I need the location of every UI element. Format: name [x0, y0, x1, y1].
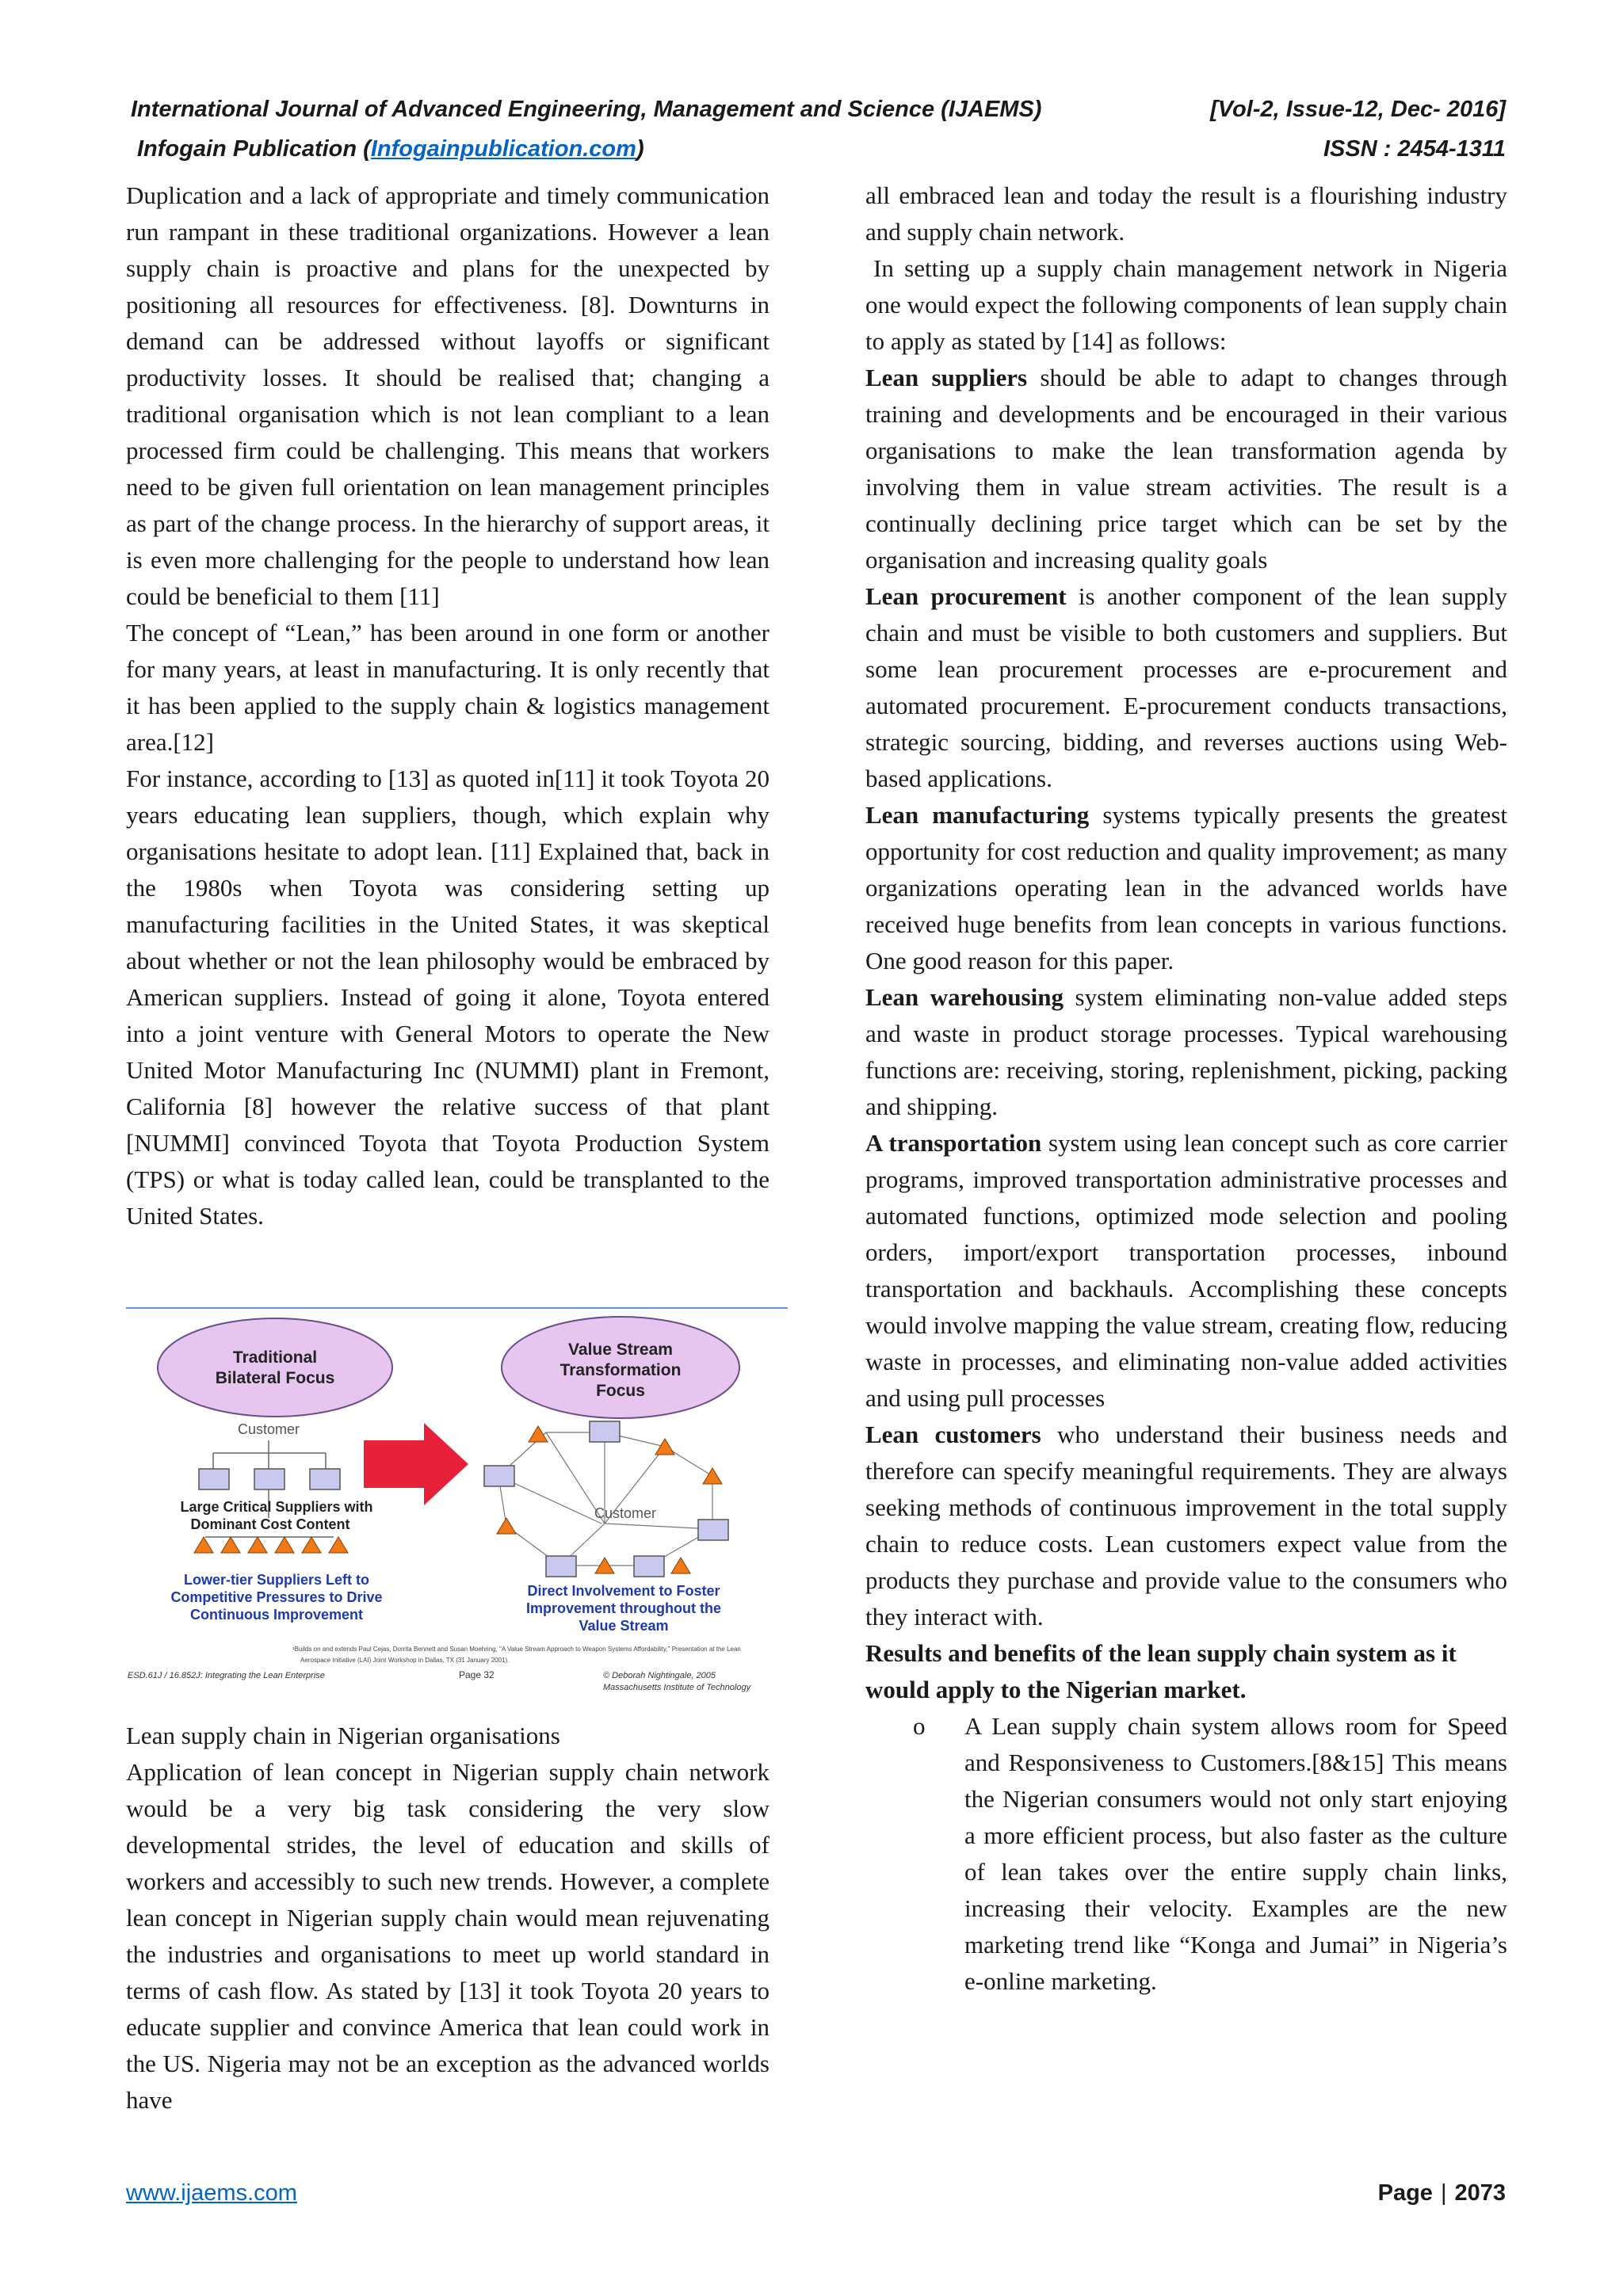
section-heading: Lean supply chain in Nigerian organisations — [126, 1722, 560, 1749]
right-title-line1: Value Stream — [568, 1341, 673, 1359]
figure-page: Page 32 — [459, 1669, 495, 1680]
right-customer-label: Customer — [594, 1505, 657, 1521]
left-label-line1: Large Critical Suppliers with — [180, 1499, 373, 1515]
left-title-line2: Bilateral Focus — [215, 1369, 335, 1387]
network-node — [634, 1556, 664, 1577]
lean-procurement-paragraph — [865, 578, 1507, 797]
paragraph: For instance, according to [13] as quoted in[11] it took Toyota 20 years educating lean suppliers, though, which explain why organisations hesitate to adopt lean. [11] Explained that, back in the 1980s when Toyota was considering setting up manufacturing facilities in the United States, it was skeptical about whether or not the lean philosophy would be embraced by American suppliers. Instead of going it alone, Toyota entered into a joint venture with General Motors to operate the New United Motor Manufacturing Inc (NUMMI) plant in Fremont, California [8] however the relative success of that plant [NUMMI] convinced Toyota that Toyota Production System (TPS) or what is today called lean, could be transplanted to the United States. — [126, 765, 769, 1230]
right-title-line3: Focus — [596, 1382, 645, 1400]
paragraph: all embraced lean and today the result is a flourishing industry and supply chain network. — [865, 181, 1507, 246]
term: Lean customers — [865, 1421, 1041, 1448]
page-label: Page — [1377, 2180, 1433, 2206]
figure-divider — [126, 1307, 788, 1309]
publisher-prefix: Infogain Publication ( — [137, 136, 371, 162]
right-bottom-line1: Direct Involvement to Foster — [527, 1583, 720, 1599]
paragraph: Application of lean concept in Nigerian supply chain network would be a very big task considering the very slow developmental strides, the level of education and skills of workers and accessibly to such new trends. However, a complete lean concept in Nigerian supply chain would mean rejuvenating the industries and organisations to meet up world standard in terms of cash flow. As stated by [13] it took Toyota 20 years to educate supplier and convince America that lean could work in the US. Nigeria may not be an exception as the advanced worlds have — [126, 1758, 769, 2114]
right-bottom-line3: Value Stream — [579, 1618, 669, 1634]
issn: ISSN : 2454-1311 — [1323, 136, 1506, 162]
bullet-text: A Lean supply chain system allows room for Speed and Responsiveness to Customers.[8&15] This means the Nigerian consumers would not only start enjoying a more efficient process, but also faster as the culture of lean takes over the entire supply chain links, increasing their velocity. Examples are the new marketing trend like “Konga and Jumai” in Nigeria’s e-online marketing. — [964, 1712, 1507, 1995]
network-node — [546, 1556, 576, 1577]
figure-footnote-1: ¹Builds on and extends Paul Cejas, Dorrita Bennett and Susan Moehring, "A Value Stream Approach to Weapon Systems Affordability," Presentation at the Lean — [292, 1646, 741, 1653]
definition: should be able to adapt to changes through training and developments and be encouraged in their various organisations to make the lean transformation agenda by involving them in value stream activities. The result is a continually declining price target which can be set by the organisation and increasing quality goals — [865, 364, 1507, 574]
lean-supply-chain-figure — [126, 1314, 785, 1708]
right-title-line2: Transformation — [559, 1361, 682, 1379]
lean-suppliers-paragraph — [865, 360, 1507, 578]
transportation-paragraph — [865, 1125, 1507, 1417]
results-heading: Results and benefits of the lean supply chain system as it would apply to the Nigerian market. — [865, 1639, 1457, 1703]
page-separator: | — [1440, 2180, 1447, 2206]
left-column-bottom — [126, 1718, 769, 2119]
page-number: 2073 — [1454, 2180, 1506, 2206]
website-link[interactable]: www.ijaems.com — [126, 2180, 297, 2206]
bullet-mark: o — [913, 1712, 926, 1740]
publisher-link[interactable]: Infogainpublication.com — [370, 136, 636, 162]
publisher-suffix: ) — [636, 136, 644, 162]
paragraph: Duplication and a lack of appropriate and timely communication run rampant in these traditional organizations. However a lean supply chain is proactive and plans for the unexpected by positioning all resources for effectiveness. [8]. Downturns in demand can be addressed without layoffs or significant productivity losses. It should be realised that; changing a traditional organisation which is not lean compliant to a lean processed firm could be challenging. This means that workers need to be given full orientation on lean management principles as part of the change process. In the hierarchy of support areas, it is even more challenging for the people to understand how lean could be beneficial to them [11] — [126, 181, 769, 610]
paragraph: The concept of “Lean,” has been around in one form or another for many years, at least in manufacturing. It is only recently that it has been applied to the supply chain & logistics management area.[12] — [126, 619, 769, 756]
definition: system using lean concept such as core carrier programs, improved transportation administrative processes and automated functions, optimized mode selection and pooling orders, import/export transportation processes, inbound transportation and backhauls. Accomplishing these concepts would involve mapping the value stream, creating flow, reducing waste in processes, and eliminating non-value added activities and using pull processes — [865, 1129, 1507, 1412]
term: A transportation — [865, 1129, 1042, 1157]
network-node — [484, 1466, 514, 1486]
footer-right — [1378, 2180, 1506, 2206]
left-title-line1: Traditional — [232, 1348, 318, 1367]
left-bottom-line1: Lower-tier Suppliers Left to — [183, 1572, 370, 1588]
right-bottom-line2: Improvement throughout the — [526, 1600, 721, 1616]
supplier-box — [199, 1469, 229, 1489]
figure-copyright-2: Massachusetts Institute of Technology — [603, 1683, 751, 1692]
publisher — [137, 136, 644, 162]
left-column — [126, 177, 769, 1234]
figure-copyright-1: © Deborah Nightingale, 2005 — [603, 1671, 716, 1680]
left-ellipse — [158, 1318, 392, 1417]
term: Lean manufacturing — [865, 801, 1090, 829]
network-node — [698, 1520, 728, 1540]
figure-diagram — [126, 1314, 785, 1708]
term: Lean procurement — [865, 582, 1067, 610]
supplier-box — [254, 1469, 285, 1489]
definition: system eliminating non-value added steps and waste in product storage processes. Typical warehousing functions are: receiving, storing, replenishment, picking, packing and shipping. — [865, 983, 1508, 1120]
term: Lean warehousing — [865, 983, 1064, 1011]
lean-warehousing-paragraph — [865, 979, 1507, 1125]
left-customer-label: Customer — [237, 1421, 300, 1437]
bullet-item — [865, 1708, 1507, 2000]
journal-title: International Journal of Advanced Engineering, Management and Science (IJAEMS) — [131, 97, 1042, 122]
left-bottom-line3: Continuous Improvement — [189, 1607, 364, 1623]
volume-info: [Vol-2, Issue-12, Dec- 2016] — [1210, 97, 1506, 122]
right-column — [865, 177, 1507, 2000]
term: Lean suppliers — [865, 364, 1028, 391]
network-node — [590, 1421, 620, 1442]
definition: systems typically presents the greatest opportunity for cost reduction and quality improvement; as many organizations operating lean in the advanced worlds have received huge benefits from lean concepts in various functions. One good reason for this paper. — [865, 801, 1507, 974]
supplier-box — [310, 1469, 340, 1489]
left-label-line2: Dominant Cost Content — [190, 1516, 350, 1532]
lean-manufacturing-paragraph — [865, 797, 1507, 979]
lean-customers-paragraph — [865, 1417, 1507, 1635]
definition: is another component of the lean supply chain and must be visible to both customers and suppliers. But some lean procurement processes are e-procurement and automated procurement. E-procurement conducts transactions, strategic sourcing, bidding, and reverses auctions using Web-based applications. — [865, 582, 1507, 792]
figure-course: ESD.61J / 16.852J: Integrating the Lean Enterprise — [128, 1671, 325, 1680]
footer-left — [126, 2180, 297, 2206]
paragraph: In setting up a supply chain management network in Nigeria one would expect the following components of lean supply chain to apply as stated by [14] as follows: — [865, 254, 1507, 355]
definition: who understand their business needs and therefore can specify meaningful requirements. They are always seeking methods of continuous improvement in the total supply chain to reduce costs. Lean customers expect value from the products they purchase and provide value to the consumers who they interact with. — [865, 1421, 1507, 1630]
left-bottom-line2: Competitive Pressures to Drive — [170, 1589, 383, 1605]
figure-footnote-2: Aerospace Initiative (LAI) Joint Workshop in Dallas, TX (31 January 2001). — [300, 1657, 510, 1664]
